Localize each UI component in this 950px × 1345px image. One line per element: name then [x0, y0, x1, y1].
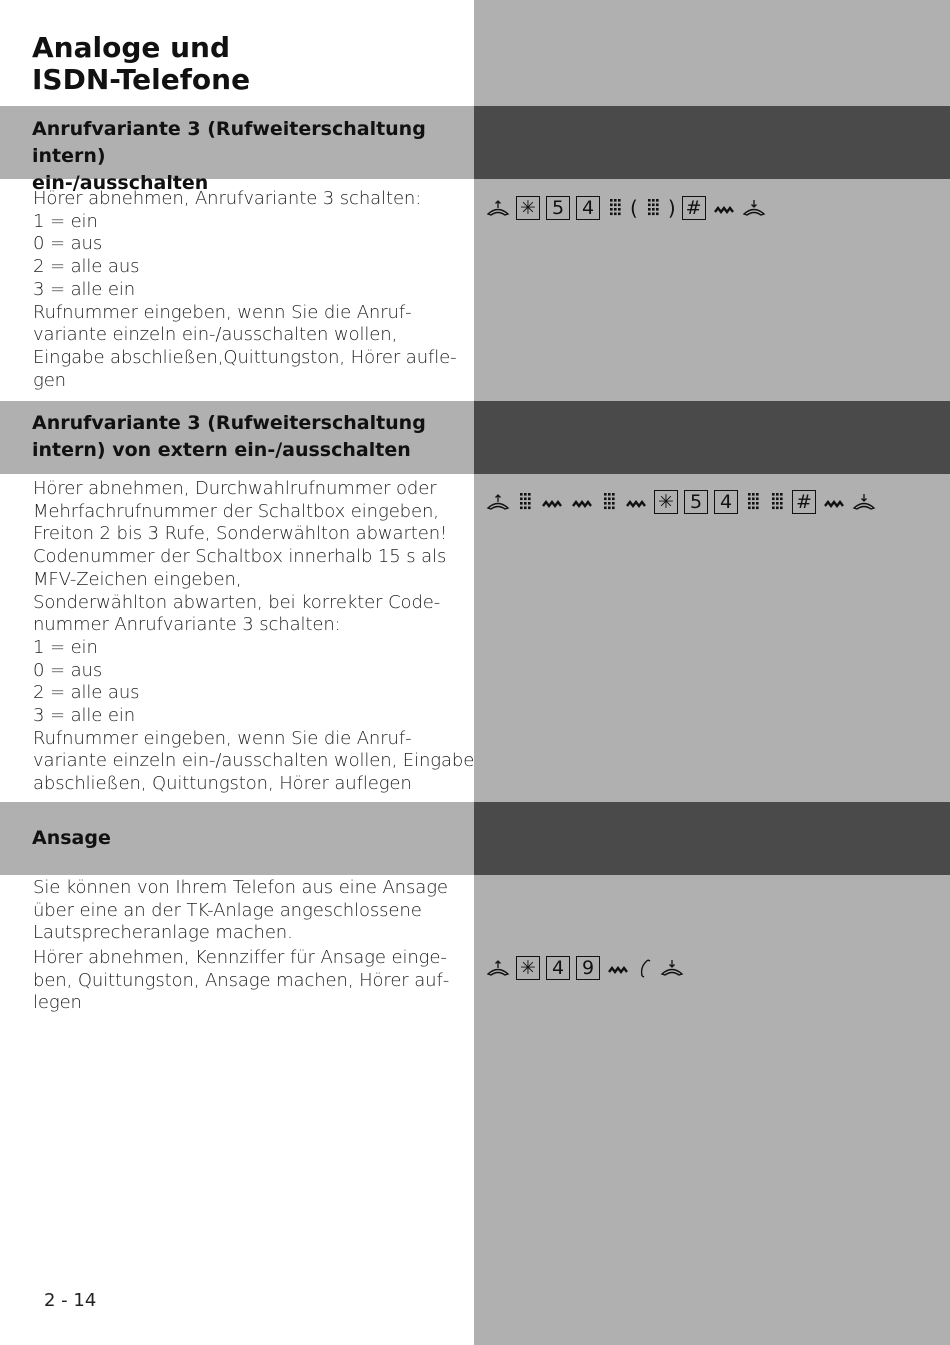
- page-title-line-2: ISDN-Telefone: [32, 63, 251, 96]
- text-line: abschließen, Quittungston, Hörer auflegen: [33, 773, 412, 795]
- heading-line: intern) von extern ein-/ausschalten: [32, 439, 411, 461]
- heading-line: Ansage: [32, 827, 111, 849]
- text-line: Sonderwählton abwarten, bei korrekter Code-: [33, 591, 441, 613]
- text-line: variante einzeln ein-/ausschalten wollen, Eingabe: [33, 750, 475, 772]
- heading-line: Anrufvariante 3 (Rufweiterschaltung intern): [32, 118, 426, 167]
- text-line: Sie können von Ihrem Telefon aus eine Ansage: [33, 877, 448, 898]
- key-button: #: [682, 196, 706, 220]
- text-line: Hörer abnehmen, Durchwahlrufnummer oder: [33, 478, 437, 499]
- section-heading-2: [32, 410, 472, 464]
- handset-hangup-icon: [742, 195, 766, 221]
- text-line: 3 = alle ein: [33, 705, 136, 727]
- section-header-2-right: [474, 401, 950, 474]
- key-sequence-2: [486, 489, 876, 515]
- key-sequence-3: [486, 955, 684, 981]
- handset-hangup-icon: [660, 955, 684, 981]
- text-line: 0 = aus: [33, 659, 103, 681]
- handset-hangup-icon: [852, 489, 876, 515]
- text-line: legen: [33, 992, 82, 1014]
- keypad-icon: [606, 195, 624, 221]
- text-line: 2 = alle aus: [33, 682, 140, 704]
- text-line: gen: [33, 369, 66, 391]
- section-header-3-right: [474, 802, 950, 875]
- handset-lift-icon: [486, 955, 510, 981]
- heading-line: Anrufvariante 3 (Rufweiterschaltung: [32, 412, 426, 434]
- key-button: ✳: [516, 956, 540, 980]
- page-number: 2 - 14: [44, 1290, 97, 1311]
- bracket-text: (: [630, 196, 638, 220]
- handset-lift-icon: [486, 195, 510, 221]
- text-line: 2 = alle aus: [33, 256, 140, 278]
- text-line: variante einzeln ein-/ausschalten wollen,: [33, 324, 398, 346]
- keypad-icon: [768, 489, 786, 515]
- section-heading-1: [32, 116, 472, 197]
- text-line: Eingabe abschließen,Quittungston, Hörer aufle-: [33, 346, 457, 368]
- keypad-icon: [744, 489, 762, 515]
- key-button: 4: [714, 490, 738, 514]
- speak-icon: [636, 955, 654, 981]
- section-body-1: [33, 188, 473, 392]
- text-line: Lautsprecheranlage machen.: [33, 922, 293, 944]
- key-sequence-1: [486, 195, 766, 221]
- text-line: Rufnummer eingeben, wenn Sie die Anruf-: [33, 301, 412, 323]
- key-button: 5: [684, 490, 708, 514]
- section-header-1-right: [474, 106, 950, 179]
- text-line: über eine an der TK-Anlage angeschlossene: [33, 899, 422, 921]
- section-body-2: [33, 478, 473, 796]
- handset-lift-icon: [486, 489, 510, 515]
- text-line: 0 = aus: [33, 233, 103, 255]
- keypad-icon: [600, 489, 618, 515]
- text-line: Codenummer der Schaltbox innerhalb 15 s als: [33, 546, 447, 568]
- text-line: nummer Anrufvariante 3 schalten:: [33, 614, 341, 636]
- section-body-3: [33, 947, 473, 1015]
- tone-icon: [822, 489, 846, 515]
- key-button: 5: [546, 196, 570, 220]
- text-line: Rufnummer eingeben, wenn Sie die Anruf-: [33, 727, 412, 749]
- page-title: [32, 32, 462, 96]
- key-button: 4: [576, 196, 600, 220]
- text-line: Hörer abnehmen, Kennziffer für Ansage einge-: [33, 947, 447, 968]
- tone-icon: [712, 195, 736, 221]
- key-button: 9: [576, 956, 600, 980]
- text-line: Hörer abnehmen, Anrufvariante 3 schalten:: [33, 188, 422, 209]
- tone-icon: [606, 955, 630, 981]
- page-title-line-1: Analoge und: [32, 31, 231, 64]
- tone-icon: [570, 489, 594, 515]
- text-line: ben, Quittungston, Ansage machen, Hörer auf-: [33, 969, 450, 991]
- section-heading-3: [32, 825, 472, 852]
- section-intro-3: [33, 877, 473, 945]
- text-line: 1 = ein: [33, 636, 98, 658]
- keypad-icon: [516, 489, 534, 515]
- key-button: ✳: [516, 196, 540, 220]
- keypad-icon: [644, 195, 662, 221]
- key-button: #: [792, 490, 816, 514]
- tone-icon: [624, 489, 648, 515]
- text-line: MFV-Zeichen eingeben,: [33, 568, 242, 590]
- key-button: 4: [546, 956, 570, 980]
- tone-icon: [540, 489, 564, 515]
- bracket-text: ): [667, 196, 676, 220]
- text-line: 1 = ein: [33, 210, 98, 232]
- key-button: ✳: [654, 490, 678, 514]
- text-line: 3 = alle ein: [33, 278, 136, 300]
- heading-line: ein-/ausschalten: [32, 172, 209, 194]
- text-line: Freiton 2 bis 3 Rufe, Sonderwählton abwarten!: [33, 523, 448, 545]
- text-line: Mehrfachrufnummer der Schaltbox eingeben,: [33, 500, 439, 522]
